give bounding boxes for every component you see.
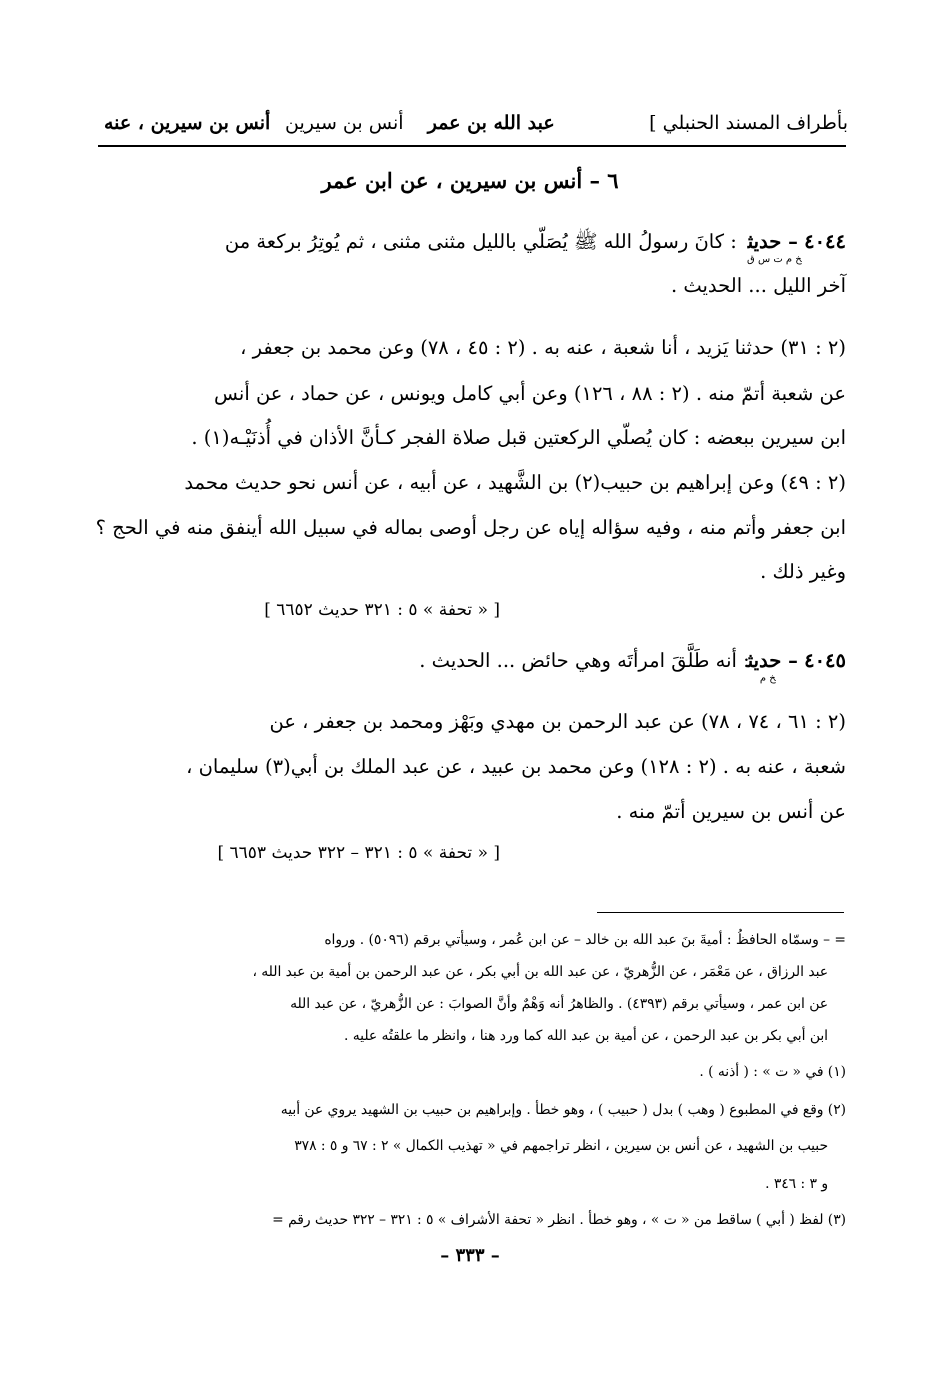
hadith-4044-text1: : كانَ رسولُ الله ﷺ يُصَلّي بالليل مثنى مثنى ، ثم يُوتِرُ بركعة من (224, 230, 737, 253)
footnote-2-line: و ٣ : ٣٤٦ . (765, 1176, 828, 1192)
hadith-4044-line2: آخر الليل ... الحديث . (670, 274, 846, 297)
header-companion (285, 112, 555, 134)
footnote-continuation-line: عبد الرزاق ، عن مَعْمَر ، عن الزُّهريّ ، عن عبد الله بن أبي بكر ، عن عبد الرحمن بن أمية بن عبد الله ، (252, 964, 828, 980)
hadith-4044-line1 (224, 230, 846, 265)
hadith-4044-sigla: خ م ت س ق (747, 254, 802, 265)
hadith-4045-body-line: عن أنس بن سيرين أتمّ منه . (616, 800, 846, 823)
hadith-4045-reference: [ « تحفة » ٥ : ٣٢١ – ٣٢٢ حديث ٦٦٥٣ ] (217, 843, 500, 863)
page-number: – ٣٣٣ – (440, 1245, 500, 1266)
header-book-title: بأطراف المسند الحنبلي ] (649, 112, 848, 134)
hadith-4045-body-line: (٢ : ٦١ ، ٧٤ ، ٧٨) عن عبد الرحمن بن مهدي وبَهْز ومحمد بن جعفر ، عن (269, 710, 846, 733)
header-narrator-right: أنس بن سيرين (285, 112, 404, 134)
footnote-continuation-line: = – وسمّاه الحافظُ : أميةَ بنَ عبد الله بن خالد – عن ابن عُمر ، وسيأتي برقم (٥٠٩٦) . ورواه (324, 932, 846, 948)
hadith-4045-number: ٤٠٤٥ (804, 649, 846, 672)
footnote-continuation-line: عن ابن عمر ، وسيأتي برقم (٤٣٩٣) . والظاهرُ أنه وَهْمٌ وأنَّ الصوابَ : عن الزُّهريّ ، عن عبد الله (290, 996, 828, 1012)
hadith-4044-body-line: عن شعبة أتمّ منه . (٢ : ٨٨ ، ١٢٦) وعن أبي كامل ويونس ، عن حماد ، عن أنس (214, 382, 846, 405)
footnote-3: (٣) لفظ ( أبي ) ساقط من « ت » ، وهو خطأ . انظر « تحفة الأشراف » ٥ : ٣٢١ – ٣٢٢ حديث رقم = (272, 1212, 846, 1228)
footnote-1: (١) في « ت » : ( أذنه ) . (699, 1064, 846, 1080)
footnote-rule (597, 912, 844, 913)
hadith-4044-body-line: (٢ : ٣١) حدثنا يَزيد ، أنا شعبة ، عنه به . (٢ : ٤٥ ، ٧٨) وعن محمد بن جعفر ، (240, 336, 846, 359)
hadith-4045-text1: : أنه طَلَّقَ امرأتَه وهي حائض ... الحديث . (419, 649, 750, 672)
hadith-4044-body-line: وغير ذلك . (760, 560, 846, 583)
hadith-4045-body-line: شعبة ، عنه به . (٢ : ١٢٨) وعن محمد بن عبيد ، عن عبد الملك بن أبي(٣) سليمان ، (186, 755, 846, 778)
header-rule (98, 145, 846, 147)
hadith-4045-line1 (419, 649, 846, 684)
hadith-4044-body-line: ابن جعفر وأتم منه ، وفيه سؤاله إياه عن رجل أوصى بماله في سبيل الله أينفق منه في الحج ؟ (95, 516, 846, 539)
footnote-2-line: حبيب بن الشهيد ، عن أنس بن سيرين ، انظر تراجمهم في « تهذيب الكمال » ٢ : ٦٧ و ٥ : ٣٧٨ (294, 1138, 828, 1154)
header-narrator-chain: أنس بن سيرين ، عنه (104, 112, 271, 134)
footnote-2-line: (٢) وقع في المطبوع ( وهب ) بدل ( حبيب ) ، وهو خطأ . وإبراهيم بن حبيب بن الشهيد يروي عن أبيه (280, 1102, 846, 1118)
section-title: ٦ – أنس بن سيرين ، عن ابن عمر (321, 168, 619, 193)
header-companion-name: عبد الله بن عمر (427, 112, 555, 134)
hadith-4045-sigla: خ م (759, 673, 776, 684)
hadith-4044-label: – حديث (747, 230, 798, 253)
hadith-4044-reference: [ « تحفة » ٥ : ٣٢١ حديث ٦٦٥٢ ] (264, 600, 500, 620)
hadith-4044-body-line: ابن سيرين ببعضه : كان يُصلّي الركعتين قبل صلاة الفجر كـأنَّ الأذان في أُذنَيْـه(١) . (191, 426, 846, 449)
hadith-4044-number: ٤٠٤٤ (804, 230, 846, 253)
footnote-continuation-line: ابن أبي بكر بن عبد الرحمن ، عن أمية بن عبد الله كما ورد هنا ، وانظر ما علقتُه عليه . (344, 1028, 828, 1044)
hadith-4044-body-line: (٢ : ٤٩) وعن إبراهيم بن حبيب(٢) بن الشَّهيد ، عن أبيه ، عن أنس نحو حديث محمد (184, 471, 846, 494)
hadith-4045-label: – حديث (747, 649, 798, 672)
